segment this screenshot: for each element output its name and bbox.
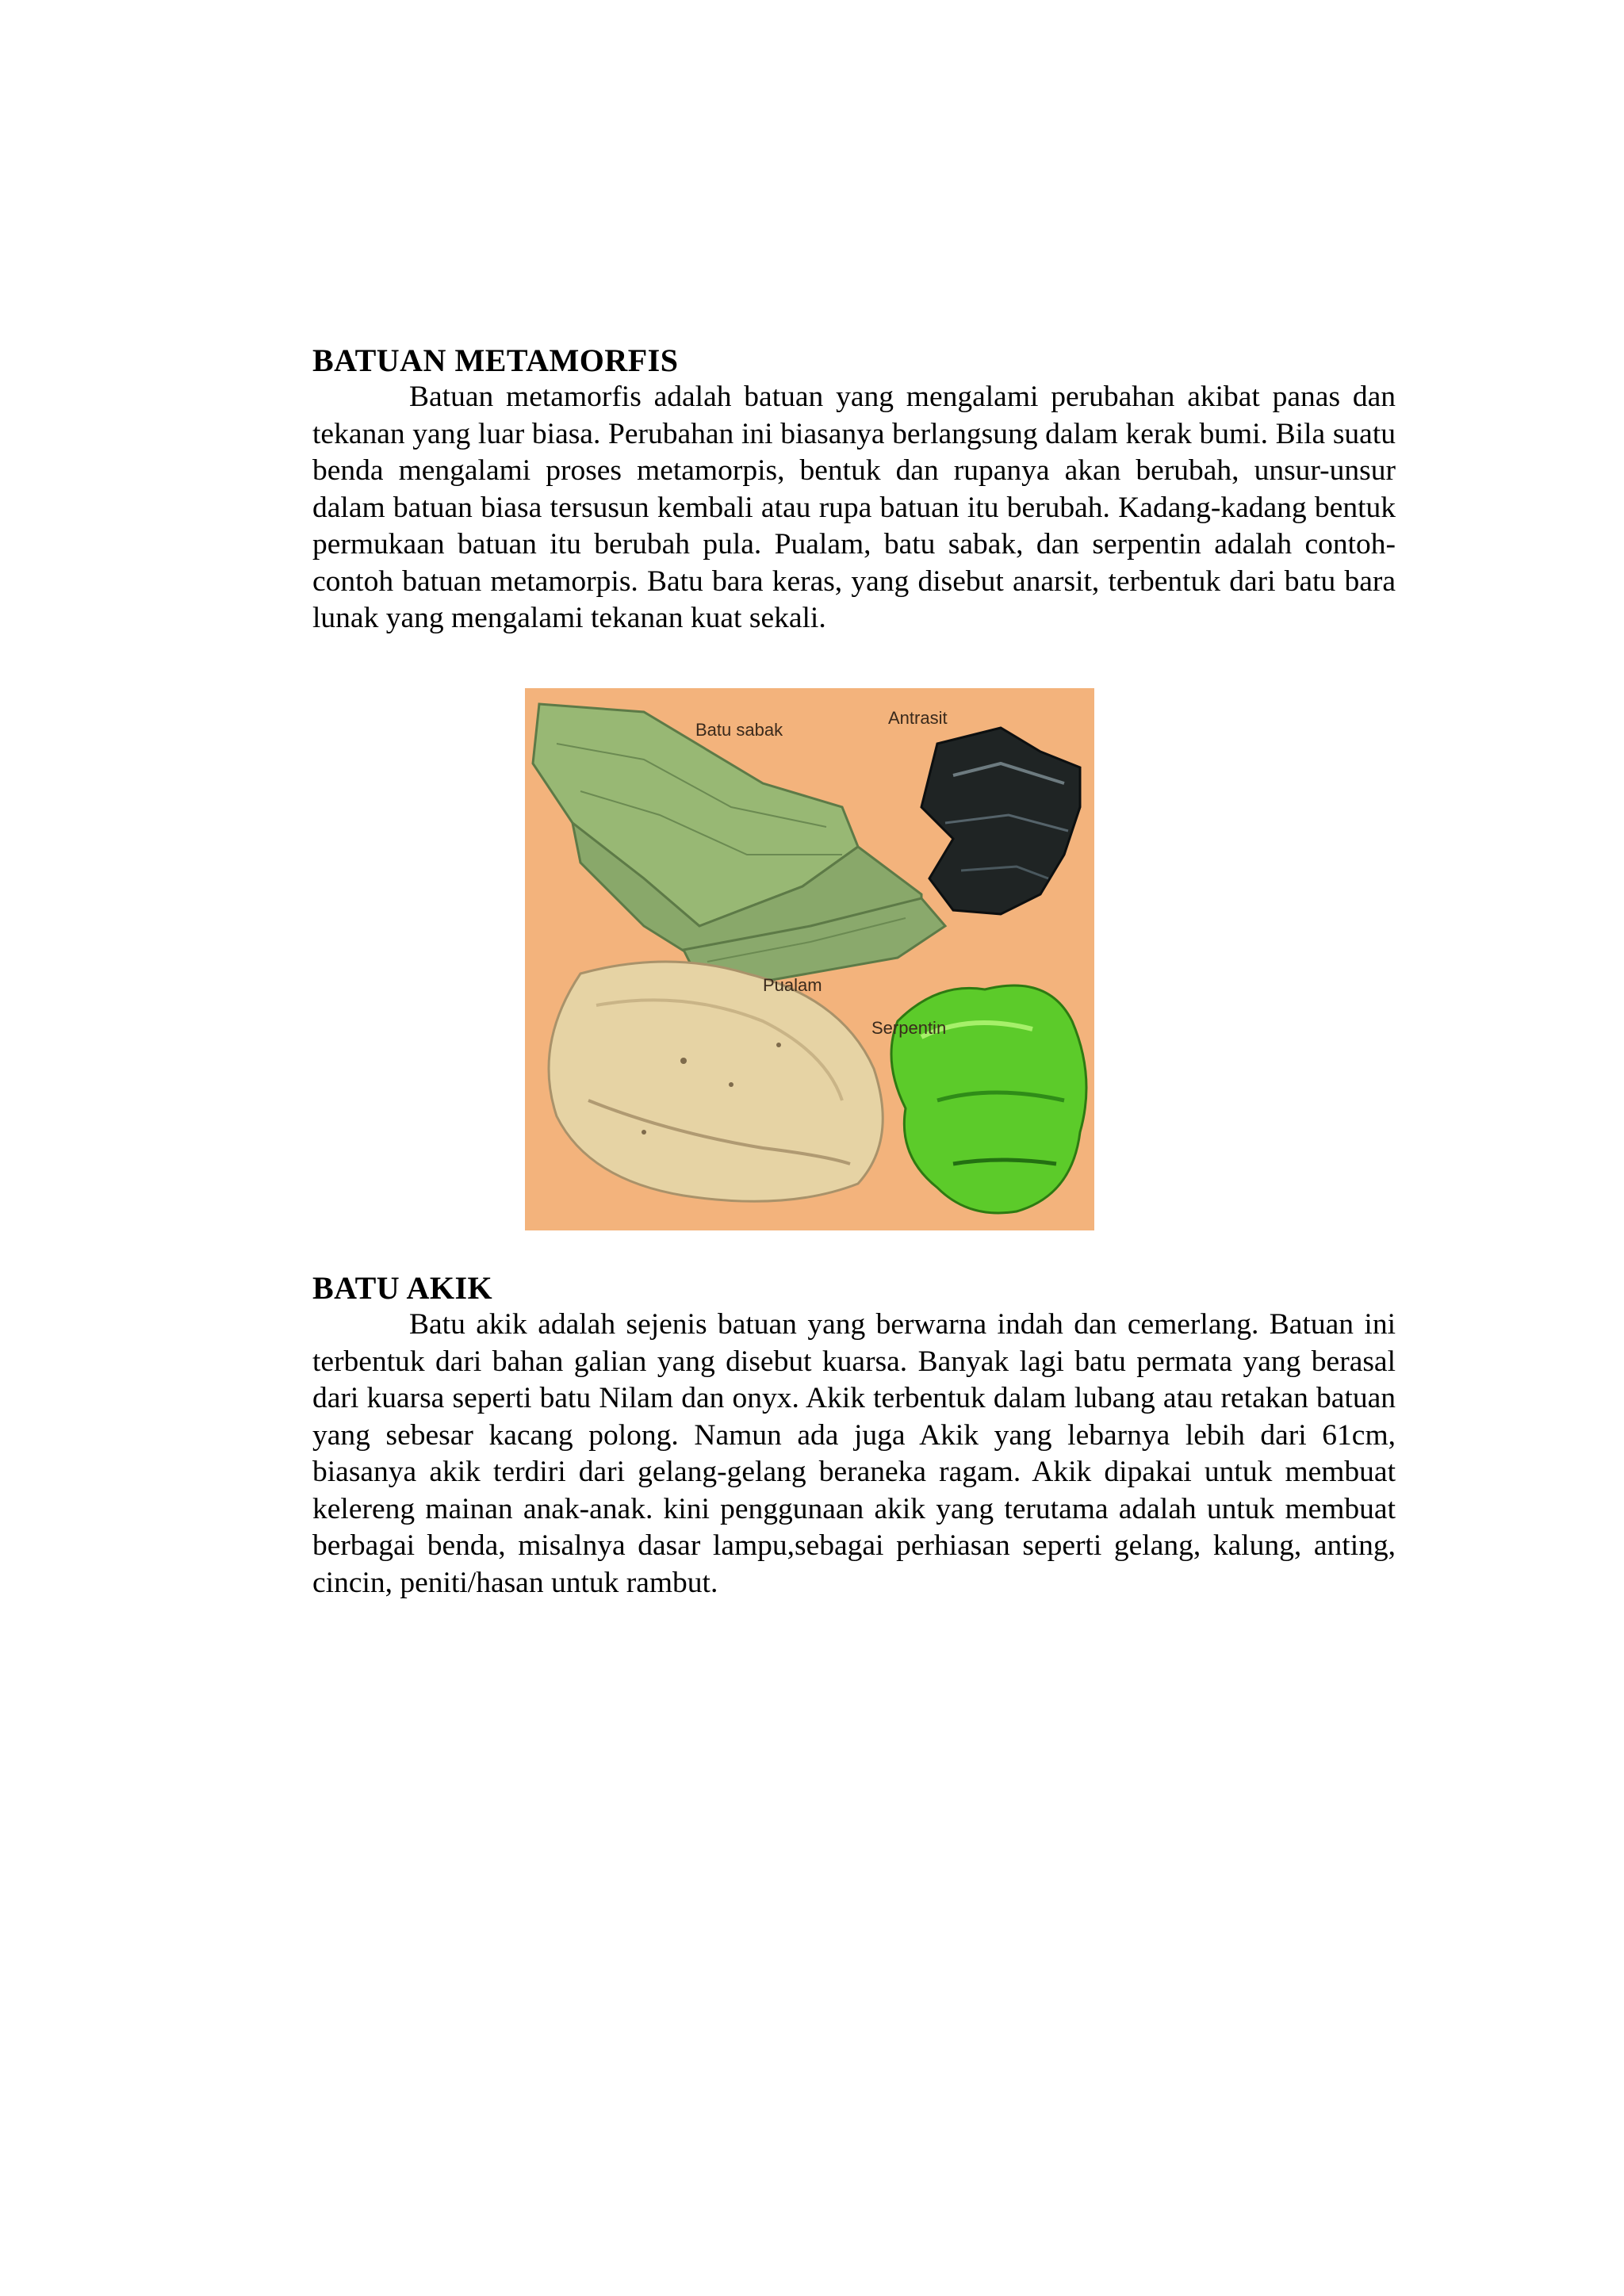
label-serpentin: Serpentin: [871, 1018, 947, 1038]
section-paragraph: Batuan metamorfis adalah batuan yang mengalami perubahan akibat panas dan tekanan yang luar biasa. Perubahan ini biasanya berlangsung dalam kerak bumi. Bila suatu benda mengalami proses metamorpis, bentuk dan rupanya akan berubah, unsur-unsur dalam batuan biasa tersusun kembali atau rupa batuan itu berubah. Kadang-kadang bentuk permukaan batuan itu berubah pula. Pualam, batu sabak, dan serpentin adalah contoh-contoh batuan metamorpis. Batu bara keras, yang disebut anarsit, terbentuk dari batu bara lunak yang mengalami tekanan kuat sekali.: [312, 381, 1396, 634]
label-antrasit: Antrasit: [888, 708, 948, 728]
section-paragraph: Batu akik adalah sejenis batuan yang berwarna indah dan cemerlang. Batuan ini terbentuk dari bahan galian yang disebut kuarsa. Banyak lagi batu permata yang berasal dari kuarsa seperti batu Nilam dan onyx. Akik terbentuk dalam lubang atau retakan batuan yang sebesar kacang polong. Namun ada juga Akik yang lebarnya lebih dari 61cm, biasanya akik terdiri dari gelang-gelang beraneka ragam. Akik dipakai untuk membuat kelereng mainan anak-anak. kini penggunaan akik yang terutama adalah untuk membuat berbagai benda, misalnya dasar lampu,sebagai perhiasan seperti gelang, kalung, anting, cincin, peniti/hasan untuk rambut.: [312, 1308, 1396, 1599]
label-pualam: Pualam: [763, 975, 822, 995]
metamorphic-rocks-illustration: [525, 688, 1094, 1230]
label-batu-sabak: Batu sabak: [695, 720, 783, 740]
section-batuan-metamorfis: [312, 342, 1396, 637]
section-heading: BATUAN METAMORFIS: [312, 342, 679, 378]
section-batu-akik: [312, 1270, 1396, 1601]
section-heading: BATU AKIK: [312, 1270, 493, 1306]
